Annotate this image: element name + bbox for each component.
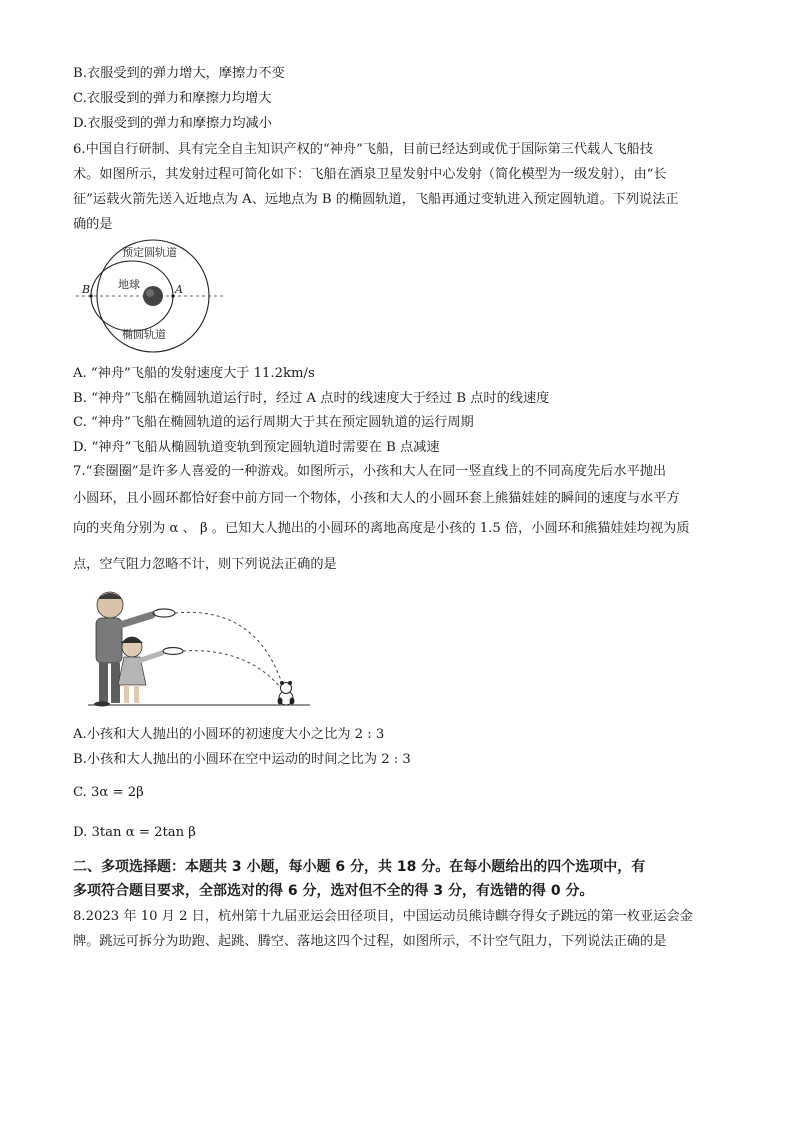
q6-option-a: A. “神舟”飞船的发射速度大于 11.2km/s (73, 366, 315, 381)
q6-option-c: C. “神舟”飞船在椭圆轨道的运行周期大于其在预定圆轨道的运行周期 (73, 415, 474, 430)
q7-stem-line-2: 小圆环，且小圆环都恰好套中前方同一个物体，小孩和大人的小圆环套上熊猫娃娃的瞬间的速度与水平方 (73, 491, 680, 506)
child-ring (163, 648, 183, 655)
q7-stem-line-4: 点，空气阻力忽略不计，则下列说法正确的是 (73, 557, 337, 572)
q8-stem-line-1: 8.2023 年 10 月 2 日，杭州第十九届亚运会田径项目，中国运动员熊诗麒夺得女子跳远的第一枚亚运会金 (73, 909, 693, 924)
q6-stem-line-3: 征”运载火箭先送入近地点为 A、远地点为 B 的椭圆轨道，飞船再通过变轨进入预定圆轨道。下列说法正 (73, 192, 679, 207)
ring-toss-illustration (80, 585, 315, 710)
orbit-diagram (76, 238, 236, 356)
q7-option-a: A.小孩和大人抛出的小圆环的初速度大小之比为 2 : 3 (73, 727, 385, 742)
q5-option-b: B.衣服受到的弹力增大，摩擦力不变 (73, 66, 285, 81)
label-point-a: A (175, 283, 183, 296)
section-2-heading-line-1: 二、多项选择题：本题共 3 小题，每小题 6 分，共 18 分。在每小题给出的四个选项中，有 (73, 859, 646, 875)
label-circular-orbit: 预定圆轨道 (122, 246, 177, 259)
label-elliptical-orbit: 椭圆轨道 (122, 328, 166, 341)
q6-stem-line-4: 确的是 (73, 217, 113, 232)
adult-trajectory (175, 612, 285, 693)
child-figure (118, 637, 162, 703)
label-point-b: B (82, 283, 91, 296)
q7-option-b: B.小孩和大人抛出的小圆环在空中运动的时间之比为 2 : 3 (73, 752, 411, 767)
q7-option-d: D. 3tan α = 2tan β (73, 825, 196, 840)
child-trajectory (183, 651, 285, 693)
q7-option-c: C. 3α = 2β (73, 785, 144, 800)
q6-option-d: D. “神舟”飞船从椭圆轨道变轨到预定圆轨道时需要在 B 点减速 (73, 440, 440, 455)
section-2-heading-line-2: 多项符合题目要求，全部选对的得 6 分，选对但不全的得 3 分，有选错的得 0 分。 (73, 883, 594, 899)
earth-globe (143, 286, 163, 306)
q6-stem-line-2: 术。如图所示，其发射过程可简化如下：飞船在酒泉卫星发射中心发射（简化模型为一级发射），由“长 (73, 167, 667, 182)
q6-option-b: B. “神舟”飞船在椭圆轨道运行时，经过 A 点时的线速度大于经过 B 点时的线速度 (73, 391, 550, 406)
adult-ring (153, 609, 175, 617)
q7-stem-line-1: 7.“套圈圈”是许多人喜爱的一种游戏。如图所示，小孩和大人在同一竖直线上的不同高度先后水平抛出 (73, 464, 667, 479)
q7-stem-line-3: 向的夹角分别为 α 、 β 。已知大人抛出的小圆环的离地高度是小孩的 1.5 倍，小圆环和熊猫娃娃均视为质 (73, 521, 690, 536)
panda-doll (278, 681, 295, 705)
q6-stem-line-1: 6.中国自行研制、具有完全自主知识产权的“神舟”飞船，目前已经达到或优于国际第三代载人飞船技 (73, 142, 653, 157)
label-earth: 地球 (118, 278, 140, 291)
q5-option-c: C.衣服受到的弹力和摩擦力均增大 (73, 91, 272, 106)
q5-option-d: D.衣服受到的弹力和摩擦力均减小 (73, 116, 272, 131)
q8-stem-line-2: 牌。跳远可拆分为助跑、起跳、腾空、落地这四个过程，如图所示，不计空气阻力，下列说法正确的是 (73, 934, 667, 949)
